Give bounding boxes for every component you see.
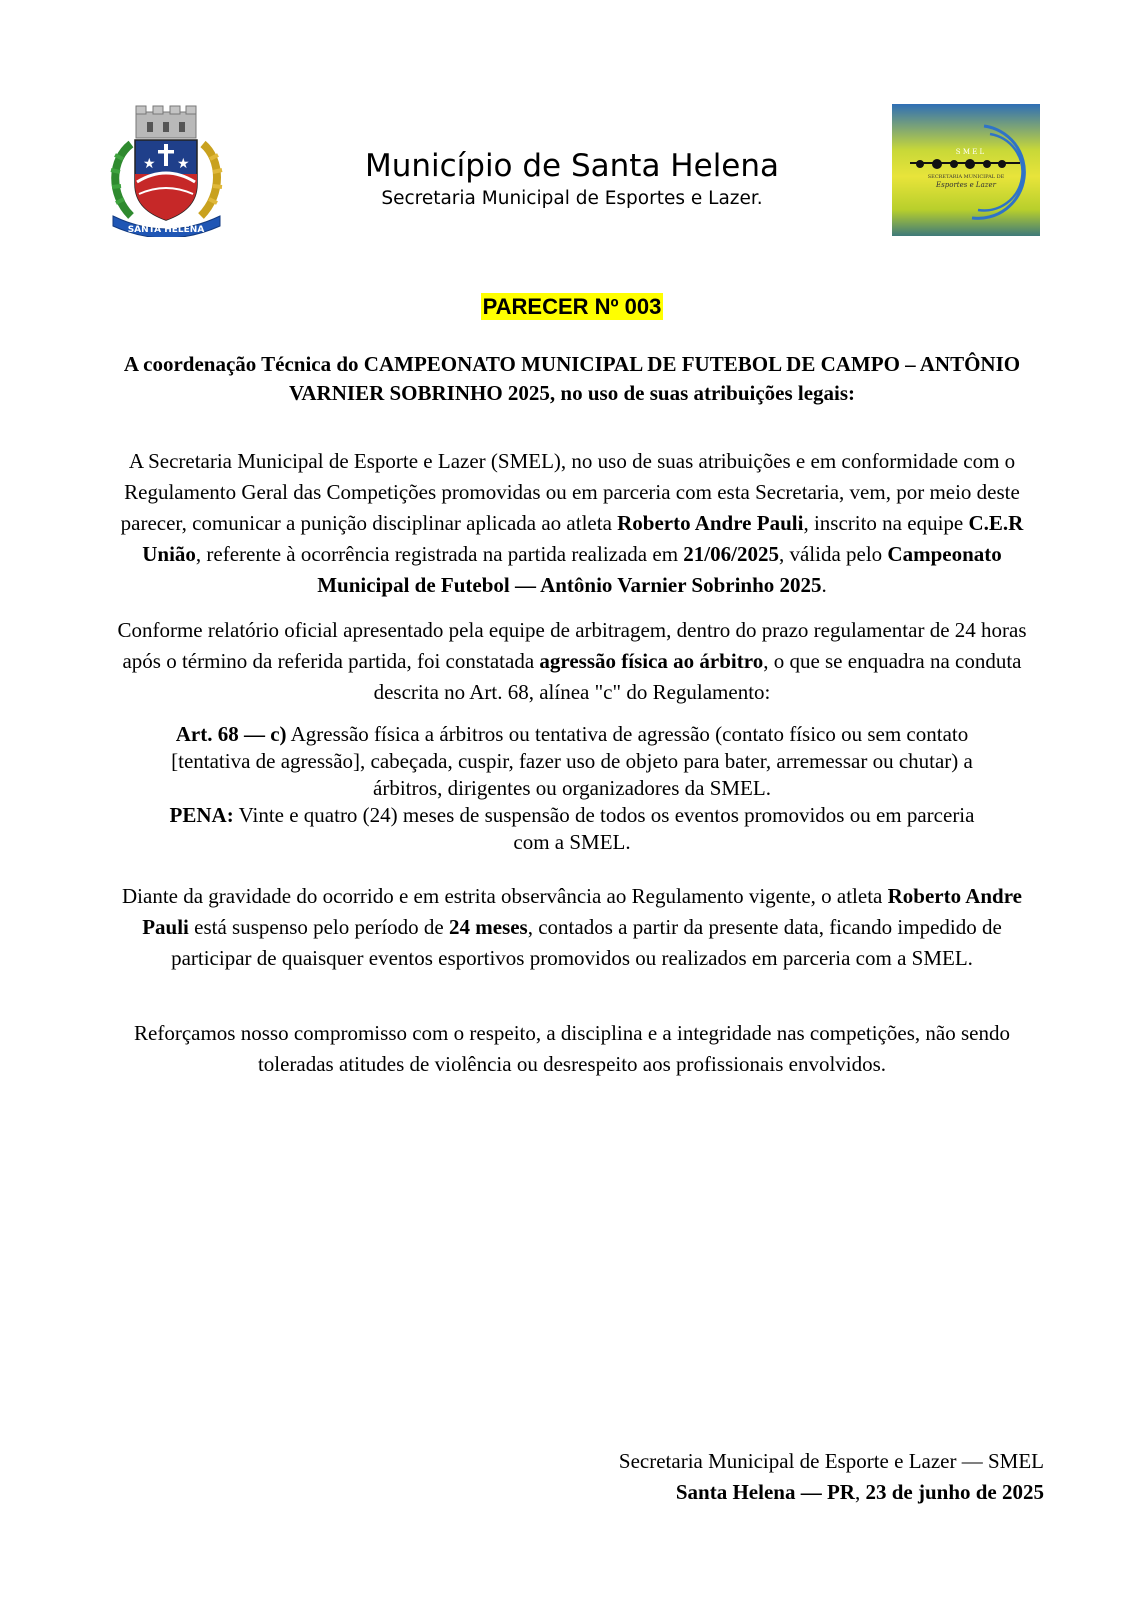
signature-org: Secretaria Municipal de Esporte e Lazer — SMEL: [618, 1449, 1044, 1473]
paragraph-closing: Reforçamos nosso compromisso com o respeito, a disciplina e a integridade nas competições, não sendo toleradas atitudes de violência ou desrespeito aos profissionais envolvidos.: [134, 1021, 1010, 1076]
header-subtitle: Secretaria Municipal de Esportes e Lazer.: [381, 188, 763, 209]
athlete-name: Roberto Andre Pauli: [617, 511, 804, 535]
header-title: Município de Santa Helena: [364, 148, 780, 184]
article-citation: Art. 68 — c) Agressão física a árbitros ou tentativa de agressão (contato físico ou sem contato [tentativa de agressão], cabeçada, cuspir, fazer uso de objeto para bater, arremessar ou chutar) a árbitros, dirigentes ou organizadores da SMEL. PENA: Vinte e quatro (24) meses de suspensão de todos os eventos promovidos ou em parceria com a SMEL.: [169, 722, 975, 854]
offense-text: agressão física ao árbitro: [539, 649, 764, 673]
signature-place-date: Santa Helena — PR, 23 de junho de 2025: [675, 1480, 1044, 1504]
smel-logo-line1: SECRETARIA MUNICIPAL DE: [927, 174, 1005, 180]
team-name: C.E.R União: [142, 511, 1024, 566]
intro-paragraph: A coordenação Técnica do CAMPEONATO MUNICIPAL DE FUTEBOL DE CAMPO – ANTÔNIO VARNIER SOBRINHO 2025, no uso de suas atribuições legais:: [123, 352, 1021, 405]
smel-logo: [892, 104, 1040, 236]
svg-text:★: ★: [143, 156, 156, 172]
paragraph-notification: A Secretaria Municipal de Esporte e Lazer (SMEL), no uso de suas atribuições e em conformidade com o Regulamento Geral das Competições promovidas ou em parceria com esta Secretaria, vem, por meio deste parecer, comunicar a punição disciplinar aplicada ao atleta Roberto Andre Pauli, inscrito na equipe C.E.R União, referente à ocorrência registrada na partida realizada em 21/06/2025, válida pelo Campeonato Municipal de Futebol — Antônio Varnier Sobrinho 2025.: [120, 449, 1024, 597]
municipal-crest-logo: [103, 104, 230, 237]
article-label: Art. 68 — c): [175, 722, 287, 746]
svg-text:★: ★: [177, 156, 190, 172]
smel-logo-top-text: S M E L: [955, 148, 985, 156]
championship-name: Campeonato Municipal de Futebol — Antônio Varnier Sobrinho 2025: [317, 542, 1002, 597]
smel-logo-line2: Esportes e Lazer: [936, 181, 996, 189]
parecer-number: PARECER Nº 003: [482, 294, 662, 319]
penalty-label: PENA:: [169, 803, 234, 827]
crest-banner-text: SANTA HELENA: [127, 225, 205, 235]
paragraph-report: Conforme relatório oficial apresentado pela equipe de arbitragem, dentro do prazo regulamentar de 24 horas após o término da referida partida, foi constatada agressão física ao árbitro, o que se enquadra na conduta descrita no Art. 68, alínea "c" do Regulamento:: [117, 618, 1027, 704]
document-heading: [0, 294, 1144, 320]
suspension-period: 24 meses: [449, 915, 528, 939]
suspended-athlete-name: Roberto Andre Pauli: [142, 884, 1022, 939]
match-date: 21/06/2025: [683, 542, 779, 566]
paragraph-suspension: Diante da gravidade do ocorrido e em estrita observância ao Regulamento vigente, o atleta Roberto Andre Pauli está suspenso pelo período de 24 meses, contados a partir da presente data, ficando impedido de participar de quaisquer eventos esportivos promovidos ou realizados em parceria com a SMEL.: [122, 884, 1022, 970]
